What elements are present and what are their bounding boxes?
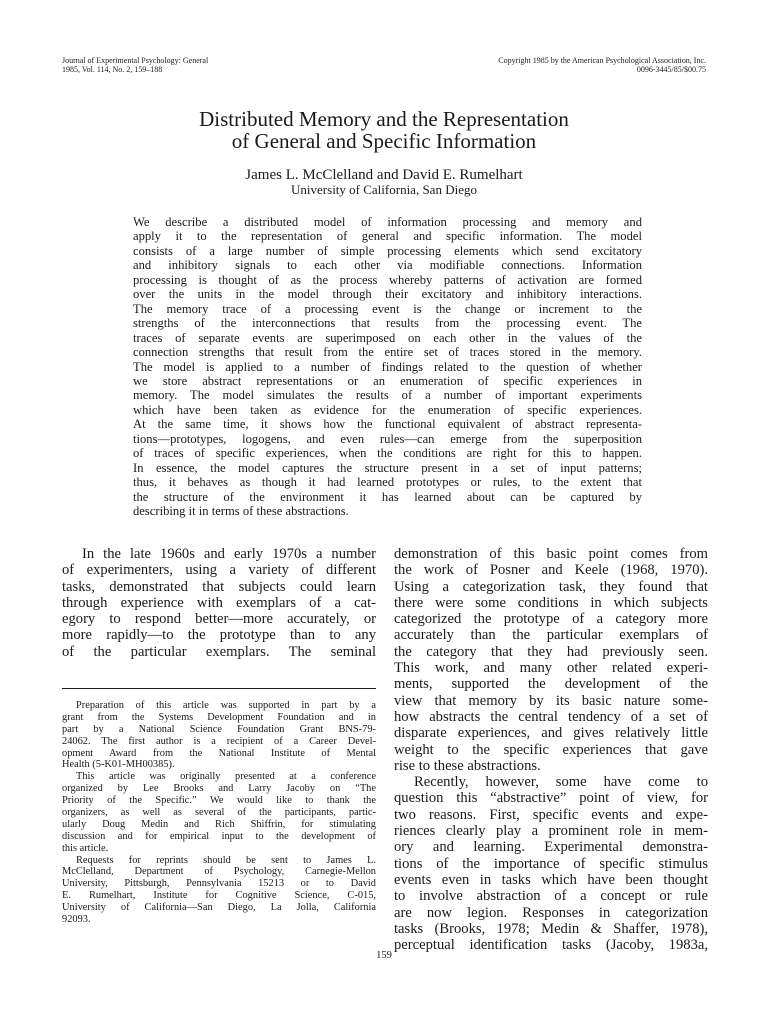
footnote-line: 92093. [62, 914, 91, 926]
copyright-notice [498, 56, 706, 74]
body-line: two reasons. First, specific events and expe- [394, 806, 708, 823]
abstract-line: strengths of the interconnections that results from the processing event. The [133, 316, 642, 331]
abstract [133, 215, 642, 519]
body-line: ments, supported the development of the [394, 676, 708, 693]
copyright-line: Copyright 1985 by the American Psychological Association, Inc. [498, 56, 706, 65]
abstract-line: and inhibitory signals to each other via modifiable connections. Information [133, 258, 642, 273]
body-line: This work, and many other related experi- [394, 660, 708, 677]
body-line: how abstracts the central tendency of a set of [394, 708, 708, 725]
body-line: weight to the specific experiences that gave [394, 741, 708, 758]
body-line: rise to these abstractions. [394, 757, 541, 774]
abstract-line: the structure of the environment it has learned about can be captured by [133, 489, 642, 504]
author-names: James L. McClelland and David E. Rumelhart [245, 167, 523, 183]
body-line: the work of Posner and Keele (1968, 1970). [394, 562, 708, 579]
footnote-line: Health (5-K01-MH00385). [62, 759, 175, 771]
body-line: ory and learning. Experimental demonstra- [394, 839, 708, 856]
body-line: perceptual identification tasks (Jacoby, 1983a, [394, 937, 708, 954]
title-line-2: of General and Specific Information [231, 129, 537, 153]
author-affiliation: University of California, San Diego [291, 182, 477, 197]
body-line: egory to respond better—more accurately, or [62, 611, 376, 628]
body-line: Using a categorization task, they found that [394, 578, 708, 595]
body-line: through experience with exemplars of a cat- [62, 594, 376, 611]
footnote-divider [62, 688, 376, 689]
footnote-line: organized by Lee Brooks and Larry Jacoby on “The [62, 783, 376, 795]
body-line: of the particular exemplars. The seminal [62, 643, 376, 660]
abstract-line: apply it to the representation of general and specific information. The model [133, 229, 642, 244]
footnote-line: Requests for reprints should be sent to James L. [76, 854, 376, 866]
body-line: accurately than the particular exemplars of [394, 627, 708, 644]
abstract-line: thus, it behaves as though it had learned prototypes or rules, to the extent that [133, 475, 642, 490]
body-line: view that memory by its basic nature some- [394, 692, 708, 709]
journal-volume: 1985, Vol. 114, No. 2, 159–188 [62, 65, 163, 74]
journal-name: Journal of Experimental Psychology: General [62, 56, 209, 65]
body-line: categorized the prototype of a category more [394, 611, 708, 628]
body-line: demonstration of this basic point comes from [394, 546, 708, 562]
footnote-line: discussion and for empirical input to the development of [62, 830, 376, 842]
body-line: riences clearly play a prominent role in mem- [394, 823, 708, 840]
abstract-line: processing is thought of as the process whereby patterns of activation are formed [133, 272, 642, 287]
title-line-1: Distributed Memory and the Representation [199, 107, 569, 131]
abstract-line: At the same time, it shows how the functional equivalent of abstract representa- [133, 417, 642, 432]
footnote-line: E. Rumelhart, Institute for Cognitive Science, C-015, [62, 890, 376, 902]
body-line: the category that they had previously seen. [394, 643, 708, 660]
body-line: to involve abstraction of a concept or rule [394, 888, 708, 905]
footnote-line: part by a National Science Foundation Grant BNS-79- [62, 723, 376, 735]
abstract-line: consists of a large number of simple processing elements which send excitatory [133, 243, 642, 258]
body-line: tasks, demonstrated that subjects could learn [62, 578, 376, 595]
footnote-line: This article was originally presented at a conference [76, 771, 376, 783]
abstract-line: of traces of specific experiences, when the conditions are right for this to happen. [133, 446, 642, 461]
abstract-line: describing it in terms of these abstractions. [133, 504, 349, 519]
abstract-line: traces of separate events are superimposed on each other in the values of the [133, 330, 642, 345]
body-line: more rapidly—to the prototype than to any [62, 627, 376, 644]
footnote-line: University of California—San Diego, La Jolla, California [62, 902, 376, 914]
footnote-line: ularly Doug Medin and Rich Shiffrin, for stimulating [62, 818, 376, 830]
footnote-line: opment Award from the National Institute of Mental [62, 747, 376, 759]
abstract-line: which have been taken as evidence for the enumeration of specific experiences. [133, 402, 642, 417]
footnote-line: organizers, as well as several of the participants, partic- [62, 807, 376, 819]
journal-citation [62, 56, 208, 74]
abstract-line: The model is applied to a number of findings related to the question of whether [133, 359, 642, 374]
footnote-line: University, Pittsburgh, Pennsylvania 15213 or to David [62, 878, 376, 890]
body-line: are now legion. Responses in categorization [394, 904, 708, 921]
abstract-line: memory. The model simulates the results of a number of important experiments [133, 388, 642, 403]
body-line: there were some conditions in which subjects [394, 594, 708, 611]
body-line: tions of the importance of specific stimulus [394, 855, 708, 872]
body-line: of experimenters, using a variety of different [62, 562, 376, 579]
body-line: disparate experiences, and gives relatively little [394, 725, 708, 742]
footnote-line: Priority of the Specific.” We would like to thank the [62, 795, 376, 807]
body-column-right [394, 546, 708, 953]
abstract-line: The memory trace of a processing event is the change or increment to the [133, 301, 642, 316]
body-line: tasks (Brooks, 1978; Medin & Shaffer, 1978), [394, 920, 708, 937]
footnote-line: 24062. The first author is a recipient of a Career Devel- [62, 735, 376, 747]
footnote-line: McClelland, Department of Psychology, Carnegie-Mellon [62, 866, 376, 878]
abstract-line: We describe a distributed model of information processing and memory and [133, 215, 642, 229]
page-number: 159 [376, 950, 392, 961]
issn-price: 0096-3445/85/$00.75 [636, 65, 706, 74]
abstract-line: tions—prototypes, logogens, and even rules—can emerge from the superposition [133, 431, 642, 446]
abstract-line: we store abstract representations or an enumeration of specific experiences in [133, 373, 642, 388]
abstract-line: In essence, the model captures the structure present in a set of input patterns; [133, 460, 642, 475]
article-title [0, 108, 768, 152]
body-line: question this “abstractive” point of view, for [394, 790, 708, 807]
body-column-left [62, 546, 376, 660]
footnote-line: Preparation of this article was supported in part by a [76, 700, 376, 711]
abstract-line: connection strengths that result from the entire set of traces stored in the memory. [133, 345, 642, 360]
footnotes [62, 700, 376, 926]
body-line: events even in tasks which have been thought [394, 871, 708, 888]
body-line: In the late 1960s and early 1970s a number [82, 546, 376, 562]
body-line: Recently, however, some have come to [414, 774, 708, 791]
abstract-line: over the units in the model through their excitatory and inhibitory interactions. [133, 287, 642, 302]
footnote-line: this article. [62, 842, 109, 854]
footnote-line: grant from the Systems Development Foundation and in [62, 711, 376, 723]
